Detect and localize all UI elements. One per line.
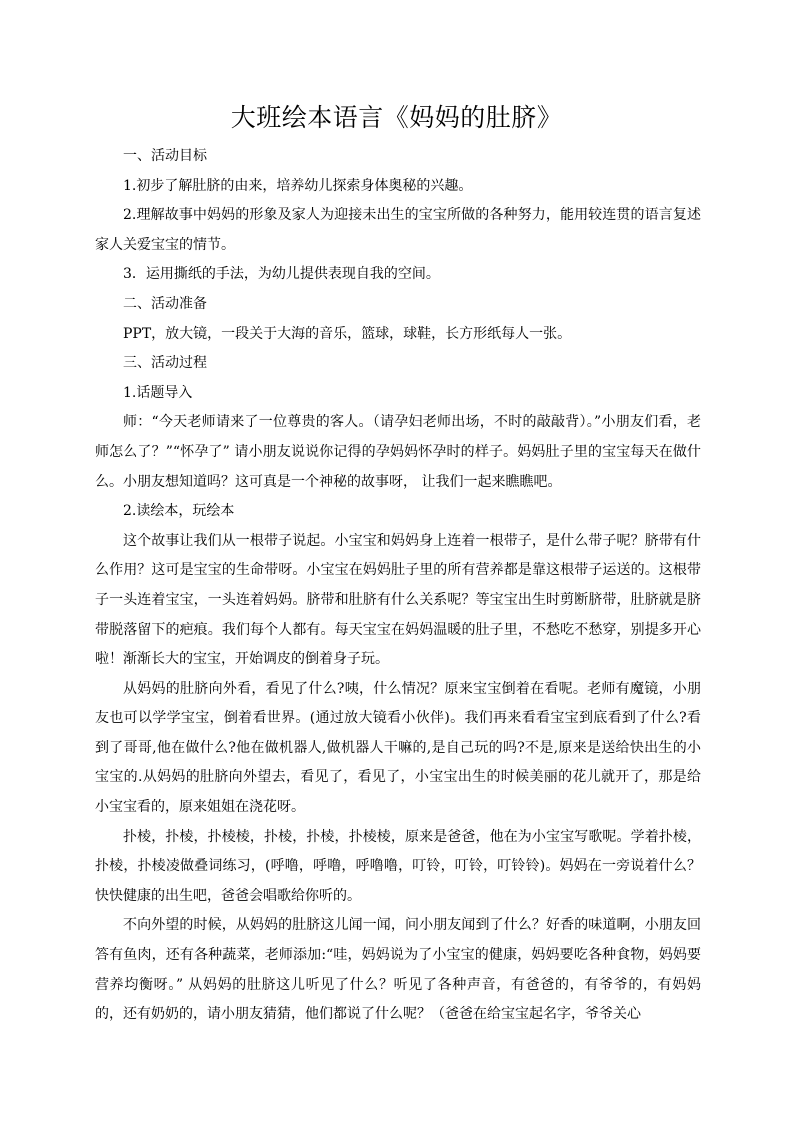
process-step-1-heading: 1.话题导入 xyxy=(123,384,193,401)
document-body xyxy=(95,142,701,1030)
goal-item-1: 1.初步了解肚脐的由来，培养幼儿探索身体奥秘的兴趣。 xyxy=(123,177,473,194)
preparation-text: PPT，放大镜，一段关于大海的音乐，篮球，球鞋，长方形纸每人一张。 xyxy=(123,325,572,342)
process-step-2-text-3: 扑棱，扑棱，扑棱棱，扑棱，扑棱，扑棱棱，原来是爸爸，他在为小宝宝写歌呢。学着扑棱，扑棱，扑棱凌做叠词练习，(呼噜，呼噜，呼噜噜，叮铃，叮铃，叮铃铃)。妈妈在一旁说着什么？快快健康的出生吧，爸爸会唱歌给你听的。 xyxy=(95,828,701,904)
process-step-2-text-2: 从妈妈的肚脐向外看，看见了什么?咦，什么情况？原来宝宝倒着在看呢。老师有魔镜，小朋友也可以学学宝宝，倒着看世界。(通过放大镜看小伙伴)。我们再来看看宝宝到底看到了什么?看到了哥哥,他在做什么?他在做机器人,做机器人干嘛的,是自己玩的吗?不是,原来是送给快出生的小宝宝的.从妈妈的肚脐向外望去，看见了，看见了，小宝宝出生的时候美丽的花儿就开了，那是给小宝宝看的，原来姐姐在浇花呀。 xyxy=(95,680,701,816)
section-heading-process: 三、活动过程 xyxy=(123,355,207,372)
process-step-1-text: 师：“今天老师请来了一位尊贵的客人。（请孕妇老师出场，不时的敲敲背）。”小朋友们看，老师怎么了？”“怀孕了” 请小朋友说说你记得的孕妈妈怀孕时的样子。妈妈肚子里的宝宝每天在做什么。小朋友想知道吗？这可真是一个神秘的故事呀， 让我们一起来瞧瞧吧。 xyxy=(95,414,701,490)
process-step-2-text-1: 这个故事让我们从一根带子说起。小宝宝和妈妈身上连着一根带子，是什么带子呢？脐带有什么作用？这可是宝宝的生命带呀。小宝宝在妈妈肚子里的所有营养都是靠这根带子运送的。这根带子一头连着宝宝，一头连着妈妈。脐带和肚脐有什么关系呢？等宝宝出生时剪断脐带，肚脐就是脐带脱落留下的疤痕。我们每个人都有。每天宝宝在妈妈温暖的肚子里，不愁吃不愁穿，别提多开心啦！渐渐长大的宝宝，开始调皮的倒着身子玩。 xyxy=(95,532,701,668)
section-heading-preparation: 二、活动准备 xyxy=(123,295,207,312)
goal-item-3: 3．运用撕纸的手法，为幼儿提供表现自我的空间。 xyxy=(123,266,440,283)
document-title: 大班绘本语言《妈妈的肚脐》 xyxy=(230,103,563,132)
process-step-2-text-4: 不向外望的时候，从妈妈的肚脐这儿闻一闻，问小朋友闻到了什么？好香的味道啊，小朋友回答有鱼肉，还有各种蔬菜，老师添加:“哇，妈妈说为了小宝宝的健康，妈妈要吃各种食物，妈妈要营养均衡呀。” 从妈妈的肚脐这儿听见了什么？听见了各种声音，有爸爸的，有爷爷的，有妈妈的，还有奶奶的，请小朋友猜猜，他们都说了什么呢？（爸爸在给宝宝起名字，爷爷关心 xyxy=(95,917,701,1023)
process-step-2-heading: 2.读绘本，玩绘本 xyxy=(123,503,235,520)
section-heading-goals: 一、活动目标 xyxy=(123,148,207,164)
goal-item-2: 2.理解故事中妈妈的形象及家人为迎接未出生的宝宝所做的各种努力，能用较连贯的语言复述家人关爱宝宝的情节。 xyxy=(95,207,701,253)
